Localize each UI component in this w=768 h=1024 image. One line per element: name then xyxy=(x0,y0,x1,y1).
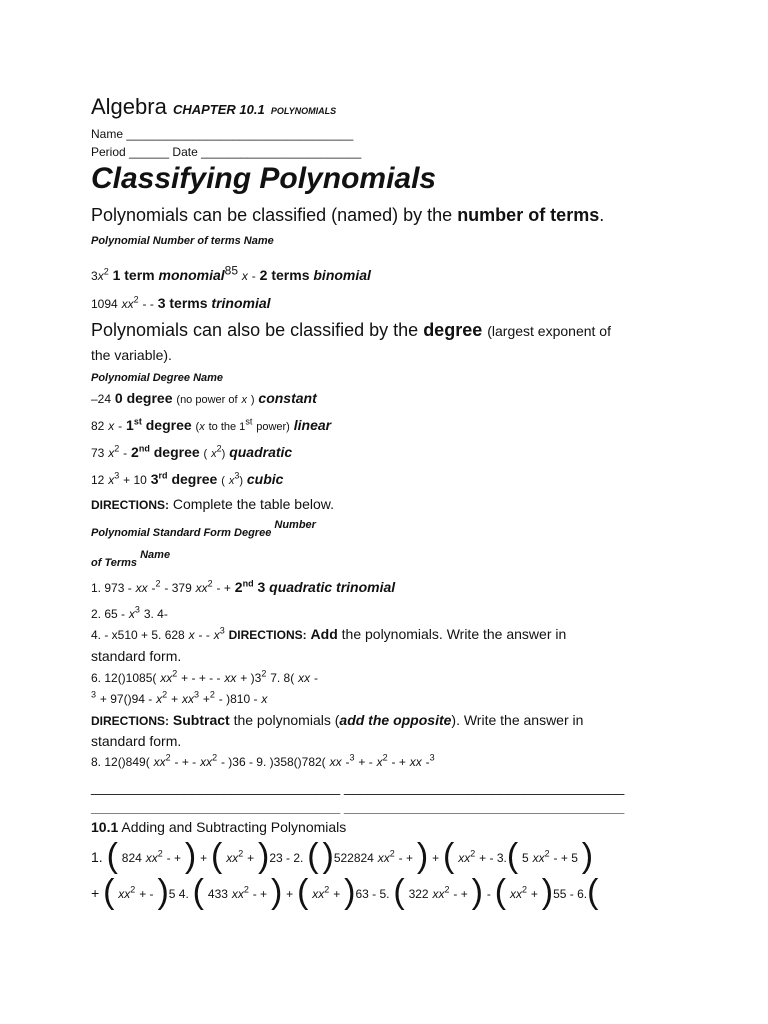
op: - - xyxy=(198,628,210,642)
op: + xyxy=(247,851,255,865)
directions-label: DIRECTIONS: xyxy=(91,498,169,512)
var: xx xyxy=(409,755,422,769)
var: xx xyxy=(432,887,445,901)
op: - + xyxy=(252,887,268,901)
var: x xyxy=(261,692,268,706)
var: xx xyxy=(226,851,239,865)
paren: ) xyxy=(270,873,283,911)
op: - - xyxy=(142,297,154,311)
exp: 3 xyxy=(134,604,140,615)
num: 1. xyxy=(91,849,103,865)
op: + xyxy=(202,692,210,706)
ordinal: nd xyxy=(138,443,150,454)
table2-header-row2 xyxy=(91,548,171,569)
paren: ( xyxy=(106,837,118,875)
directions-verb: Subtract xyxy=(172,712,230,728)
degree-intro xyxy=(91,319,611,342)
directions-label: DIRECTIONS: xyxy=(228,628,307,642)
var: xx xyxy=(121,297,134,311)
degree-intro-emphasis: degree xyxy=(423,320,483,340)
exp: 2 xyxy=(155,578,161,589)
expr: - )36 - 9. )358()782( xyxy=(220,755,326,769)
op: + - + - - xyxy=(181,671,221,685)
expr: 6. 12()1085( xyxy=(91,671,157,685)
exp: 2 xyxy=(162,689,168,700)
exp: 3 xyxy=(234,470,240,481)
op: + xyxy=(286,887,294,901)
paren: ) xyxy=(184,837,197,875)
paren: ) xyxy=(258,837,270,875)
var: x xyxy=(156,692,163,706)
degree-table-header: Polynomial Degree Name xyxy=(91,372,224,384)
expr: 522824 xyxy=(333,851,374,865)
paren: ) xyxy=(322,837,334,875)
op: - + xyxy=(216,581,231,595)
paren: ) xyxy=(541,873,554,911)
paren: ( xyxy=(494,873,507,911)
page-title: Classifying Polynomials xyxy=(91,162,437,195)
directions-verb: Add xyxy=(310,626,338,642)
note: ) xyxy=(239,475,243,487)
expr: + - 3. xyxy=(479,851,507,865)
op: + xyxy=(200,851,208,865)
exp: 2 xyxy=(165,752,171,763)
var: x xyxy=(241,269,248,283)
section-heading-10-1 xyxy=(91,818,346,836)
exp: 2 xyxy=(470,848,476,859)
degree-row-2 xyxy=(91,443,292,463)
var: x xyxy=(108,473,115,487)
problem-8-9 xyxy=(91,752,435,771)
var: x xyxy=(188,628,195,642)
degree: degree xyxy=(153,444,200,460)
exp: 2 xyxy=(133,294,139,305)
op: + xyxy=(432,851,440,865)
var: xx xyxy=(532,851,545,865)
exp: 2 xyxy=(238,848,244,859)
answer-name: quadratic trinomial xyxy=(269,579,396,595)
expr: 5 4. xyxy=(168,887,189,901)
problem-2-3 xyxy=(91,604,168,623)
exp: 3 xyxy=(114,470,120,481)
coef: 3 xyxy=(91,269,98,283)
directions-subtract-cont: standard form. xyxy=(91,733,182,749)
degree-row-0 xyxy=(91,389,317,409)
degree: degree xyxy=(145,417,192,433)
degree: 1 xyxy=(126,417,134,433)
var: x xyxy=(376,755,383,769)
op: - + - xyxy=(174,755,197,769)
op: - + xyxy=(453,887,468,901)
degree-intro-text: Polynomials can also be classified by the xyxy=(91,320,424,340)
exp: 2 xyxy=(389,848,395,859)
section-number: 10.1 xyxy=(91,819,119,835)
var: x xyxy=(108,446,115,460)
op: - xyxy=(314,671,319,685)
terms-row-1 xyxy=(91,263,371,285)
ordinal: st xyxy=(245,416,253,427)
expr: 8. 12()849( xyxy=(91,755,150,769)
var: x xyxy=(199,421,205,433)
exp: 2 xyxy=(544,848,550,859)
var: xx xyxy=(118,887,131,901)
degree-row-1 xyxy=(91,416,331,436)
op: + - xyxy=(358,755,373,769)
var: xx xyxy=(509,887,522,901)
directions-text: Complete the table below. xyxy=(169,496,334,512)
note: ) xyxy=(221,448,226,460)
exp: 2 xyxy=(172,668,178,679)
exp: 3 xyxy=(219,625,225,636)
note: (no power of xyxy=(176,394,238,406)
coef: 824 xyxy=(121,851,142,865)
paren: ( xyxy=(506,837,519,875)
var: xx xyxy=(458,851,471,865)
op: + xyxy=(333,887,341,901)
note: ( xyxy=(203,448,208,460)
expr: - 379 xyxy=(164,581,192,595)
paren: ( xyxy=(307,837,319,875)
expr: 2. 65 - xyxy=(91,607,126,621)
expr: 1. 973 - xyxy=(91,581,132,595)
chapter-label: CHAPTER 10.1 xyxy=(172,102,265,117)
directions-emphasis: add the opposite xyxy=(339,712,452,728)
paren: ( xyxy=(103,873,115,911)
paren: ( xyxy=(443,837,455,875)
exp: 2 xyxy=(261,668,267,679)
op: + xyxy=(91,885,100,901)
op: + 10 xyxy=(123,473,147,487)
directions-complete-table xyxy=(91,495,334,514)
var: x xyxy=(213,628,220,642)
paren: ) xyxy=(581,837,594,875)
op: - + xyxy=(391,755,406,769)
answer-terms: 3 xyxy=(257,579,266,595)
note: ) xyxy=(250,394,255,406)
subject-title: Algebra xyxy=(91,94,167,119)
directions-text: the polynomials ( xyxy=(233,712,340,728)
op: - + xyxy=(166,851,181,865)
answer-degree: 2 xyxy=(234,579,243,595)
coef: 73 xyxy=(91,446,105,460)
directions-label: DIRECTIONS: xyxy=(91,714,169,728)
table2-header-number: Number xyxy=(274,519,316,531)
terms-table-header: Polynomial Number of terms Name xyxy=(91,235,274,247)
var: xx xyxy=(135,581,148,595)
op: - xyxy=(251,269,256,283)
var: xx xyxy=(377,851,390,865)
coef: 82 xyxy=(91,419,105,433)
exp: 2 xyxy=(521,884,527,895)
name-binomial: binomial xyxy=(313,267,371,283)
op: - xyxy=(425,755,430,769)
table2-header-terms: of Terms xyxy=(91,557,138,569)
expr: - )810 - xyxy=(218,692,258,706)
problem-4-5 xyxy=(91,625,566,644)
directions-subtract xyxy=(91,711,583,730)
exp: 2 xyxy=(243,884,249,895)
degree: degree xyxy=(171,471,218,487)
exp: 3 xyxy=(91,689,97,700)
answer-rule-2: ________________________________ ____________________________________ xyxy=(91,799,625,815)
coef: 433 xyxy=(207,887,228,901)
directions-text: the polynomials. Write the answer in xyxy=(341,626,567,642)
op: - xyxy=(118,419,123,433)
section-title: Adding and Subtracting Polynomials xyxy=(118,819,347,835)
count: 3 terms xyxy=(157,295,208,311)
paren: ( xyxy=(192,873,204,911)
name-cubic: cubic xyxy=(246,471,284,487)
table2-header: Polynomial Standard Form Degree xyxy=(91,527,272,539)
name-quadratic: quadratic xyxy=(229,444,293,460)
coef: 322 xyxy=(408,887,429,901)
var: xx xyxy=(312,887,325,901)
expr: 4. - x510 + 5. 628 xyxy=(91,628,185,642)
var: xx xyxy=(231,887,244,901)
exp: 3 xyxy=(429,752,435,763)
exp: 2 xyxy=(444,884,450,895)
terms-row-2 xyxy=(91,294,271,313)
chapter-topic: POLYNOMIALS xyxy=(270,106,337,116)
terms-intro xyxy=(91,204,604,226)
coef: 5 xyxy=(522,851,529,865)
problem-1 xyxy=(91,578,395,597)
exp: 2 xyxy=(382,752,388,763)
expr: 55 - 6. xyxy=(553,887,588,901)
paren: ( xyxy=(210,837,223,875)
var: xx xyxy=(224,671,237,685)
var: xx xyxy=(195,581,208,595)
directions-text: ). Write the answer in xyxy=(451,712,584,728)
degree-intro-cont: the variable). xyxy=(91,347,172,363)
var: xx xyxy=(298,671,311,685)
expr: + 97()94 - xyxy=(99,692,153,706)
name-monomial: monomial xyxy=(158,267,225,283)
op: - xyxy=(486,887,491,901)
paren: ) xyxy=(471,873,483,911)
note: ( xyxy=(221,475,225,487)
op: - xyxy=(151,581,156,595)
exp: 3 xyxy=(193,689,199,700)
paren: ) xyxy=(157,873,169,911)
exp: 2 xyxy=(324,884,330,895)
var: x xyxy=(97,269,104,283)
problem-7-cont xyxy=(91,689,267,708)
degree-row-3 xyxy=(91,470,283,490)
expr: + )3 xyxy=(240,671,262,685)
note: to the 1 xyxy=(208,421,246,433)
note: power) xyxy=(256,421,290,433)
degree-intro-paren: (largest exponent of xyxy=(487,323,611,339)
terms-intro-end: . xyxy=(599,205,605,225)
count: 2 terms xyxy=(259,267,310,283)
poly: –24 xyxy=(91,392,112,406)
worksheet-header xyxy=(91,94,336,124)
op: + xyxy=(171,692,179,706)
name-trinomial: trinomial xyxy=(211,295,271,311)
exp: 2 xyxy=(212,752,218,763)
op: - + 5 xyxy=(553,851,578,865)
op: - xyxy=(123,446,128,460)
var: xx xyxy=(145,851,158,865)
op: - xyxy=(345,755,350,769)
coef: 85 xyxy=(224,263,238,278)
exp: 2 xyxy=(157,848,163,859)
expr: 63 - 5. xyxy=(355,887,390,901)
terms-intro-emphasis: number of terms xyxy=(457,205,600,225)
expr: 23 - 2. xyxy=(269,851,304,865)
paren: ( xyxy=(393,873,405,911)
expr: 7. 8( xyxy=(270,671,295,685)
var: x xyxy=(228,475,235,487)
exp: 2 xyxy=(209,689,215,700)
paren: ( xyxy=(587,873,599,911)
var: xx xyxy=(181,692,194,706)
ordinal: st xyxy=(133,416,142,427)
terms-intro-text: Polynomials can be classified (named) by the xyxy=(91,205,458,225)
paren: ) xyxy=(344,873,356,911)
coef: 1094 xyxy=(91,297,118,311)
exp: 2 xyxy=(207,578,213,589)
problem-6-7 xyxy=(91,668,318,687)
var: xx xyxy=(160,671,173,685)
expr: 3. 4- xyxy=(143,607,168,621)
period-date-line: Period ______ Date ________________________ xyxy=(91,145,362,159)
var: x xyxy=(241,394,247,406)
name-field-line: Name __________________________________ xyxy=(91,127,354,141)
paren: ( xyxy=(297,873,309,911)
adding-problems-line-1 xyxy=(91,837,594,875)
ordinal: nd xyxy=(242,578,254,589)
answer-rule-1: ________________________________ ____________________________________ xyxy=(91,779,625,795)
var: x xyxy=(128,607,135,621)
table2-header-name: Name xyxy=(140,549,171,561)
var: xx xyxy=(200,755,213,769)
var: x xyxy=(108,419,115,433)
name-linear: linear xyxy=(293,417,332,433)
exp: 2 xyxy=(103,266,109,277)
directions-add-cont: standard form. xyxy=(91,648,182,664)
exp: 2 xyxy=(130,884,136,895)
degree: 0 degree xyxy=(114,390,173,406)
adding-problems-line-2 xyxy=(91,873,599,911)
paren: ) xyxy=(416,837,429,875)
var: xx xyxy=(329,755,342,769)
op: - + xyxy=(398,851,413,865)
op: + xyxy=(530,887,538,901)
name-constant: constant xyxy=(258,390,317,406)
op: + - xyxy=(139,887,154,901)
ordinal: rd xyxy=(158,470,168,481)
exp: 3 xyxy=(349,752,355,763)
degree: 3 xyxy=(150,471,159,487)
note: ( xyxy=(195,421,200,433)
var: xx xyxy=(153,755,166,769)
exp: 2 xyxy=(114,443,120,454)
exp: 2 xyxy=(216,443,222,454)
var: x xyxy=(211,448,217,460)
degree: 2 xyxy=(131,444,139,460)
count: 1 term xyxy=(112,267,155,283)
coef: 12 xyxy=(91,473,105,487)
table2-header-row1 xyxy=(91,518,316,539)
